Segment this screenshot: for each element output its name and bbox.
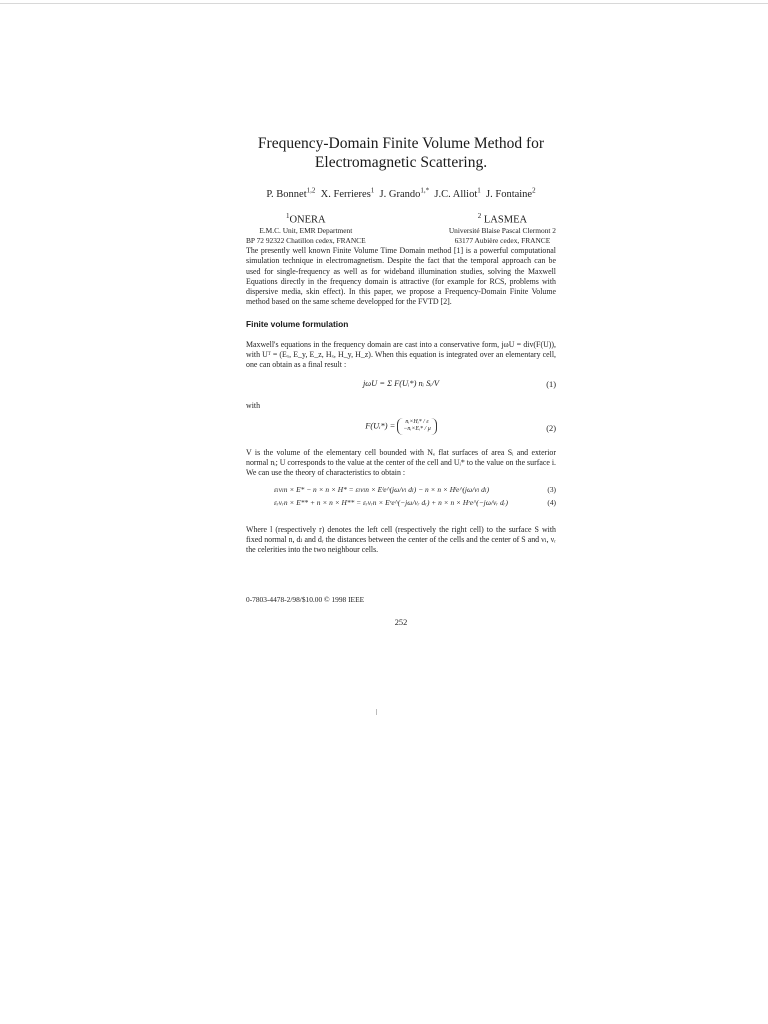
with-label: with [246, 400, 261, 410]
equation-4-expression: εᵣνᵣn × E** + n × n × H** = εᵣνᵣn × Eʳe^(−jω/νᵣ dᵣ) + n × n × Hʳe^(−jω/νᵣ dᵣ) [274, 497, 508, 507]
paper-title [246, 134, 556, 172]
equation-2-number: (2) [546, 423, 556, 433]
equation-1-number: (1) [546, 379, 556, 389]
scan-mark [376, 709, 377, 715]
copyright-line: 0-7803-4478-2/98/$10.00 © 1998 IEEE [246, 595, 365, 605]
author-3: J. Grando$^{1,*}$ [379, 186, 430, 200]
matrix-bottom: −nᵢ×Eᵢ* / μ [403, 426, 431, 433]
paragraph-celerities: Where l (respectively r) denotes the left cell (respectively the right cell) to the surface S with fixed normal n, dₗ and dᵣ the distances between the center of the cells and the center of S and νₗ, νᵣ the celerities into the two neighbour cells. [246, 524, 556, 555]
equation-2 [246, 414, 556, 444]
author-2: X. Ferrieres$^1$ [320, 186, 375, 200]
equation-3-expression: εₗνₗn × E* − n × n × H* = εₗνₗn × Eˡe^(jω/νₗ dₗ) − n × n × Hˡe^(jω/νₗ dₗ) [274, 484, 490, 494]
equation-1 [246, 375, 556, 397]
page-number: 252 [394, 618, 408, 628]
top-edge-line [0, 0, 768, 4]
affiliation-lasmea: $^2$ LASMEA Université Blaise Pascal Clermont 2 63177 Aubière cedex, FRANCE [448, 211, 556, 245]
matrix-top: nᵢ×Hᵢ* / ε [405, 418, 429, 425]
equation-2-matrix [397, 418, 436, 435]
author-list [246, 186, 556, 200]
equation-1-expression: jωU = Σ F(Uᵢ*) nᵢ Sᵢ/V [362, 378, 440, 388]
affiliations [246, 210, 556, 247]
title-line-1: Frequency-Domain Finite Volume Method for [257, 135, 545, 152]
author-1: P. Bonnet$^{1,2}$ [266, 186, 316, 200]
title-line-2: Electromagnetic Scattering. [314, 154, 488, 171]
author-5: J. Fontaine$^2$ [486, 186, 536, 200]
equation-4 [246, 498, 556, 511]
equation-2-lhs: F(Uᵢ*) = [365, 421, 396, 431]
paragraph-maxwell: Maxwell's equations in the frequency domain are cast into a conservative form, jωU = div(F(U)), with Uᵀ = (Eₓ, E_y, E_z, Hₓ, H_y, H_z). When this equation is integrated over an elementary cell, one can obtain as a final result : [246, 339, 556, 370]
equation-4-number: (4) [547, 497, 556, 507]
section-heading: Finite volume formulation [246, 318, 349, 329]
affiliation-onera: $^1$ONERA E.M.C. Unit, EMR Department BP 72 92322 Chatillon cedex, FRANCE [246, 211, 366, 245]
author-4: J.C. Alliot$^1$ [434, 186, 481, 200]
paper-page [246, 128, 556, 627]
paragraph-volume: V is the volume of the elementary cell bounded with Nₑ flat surfaces of area Sᵢ and exterior normal nᵢ; U corresponds to the value at the center of the cell and Uᵢ* to the value on the surface i. We can use the theory of characteristics to obtain : [246, 447, 556, 478]
equation-3-number: (3) [547, 484, 556, 494]
abstract-paragraph: The presently well known Finite Volume Time Domain method [1] is a powerful computational simulation technique in electromagnetism. Despite the fact that the temporal approach can be used for single-frequency as well as for wideband illumination studies, solving the Maxwell Equations directly in the frequency domain is attractive (for example for RCS, problems with dispersive media, skin effect). In this paper, we propose a Frequency-Domain Finite Volume method based on the same scheme developped for the FVTD [2]. [246, 246, 556, 307]
equation-3 [246, 485, 556, 498]
